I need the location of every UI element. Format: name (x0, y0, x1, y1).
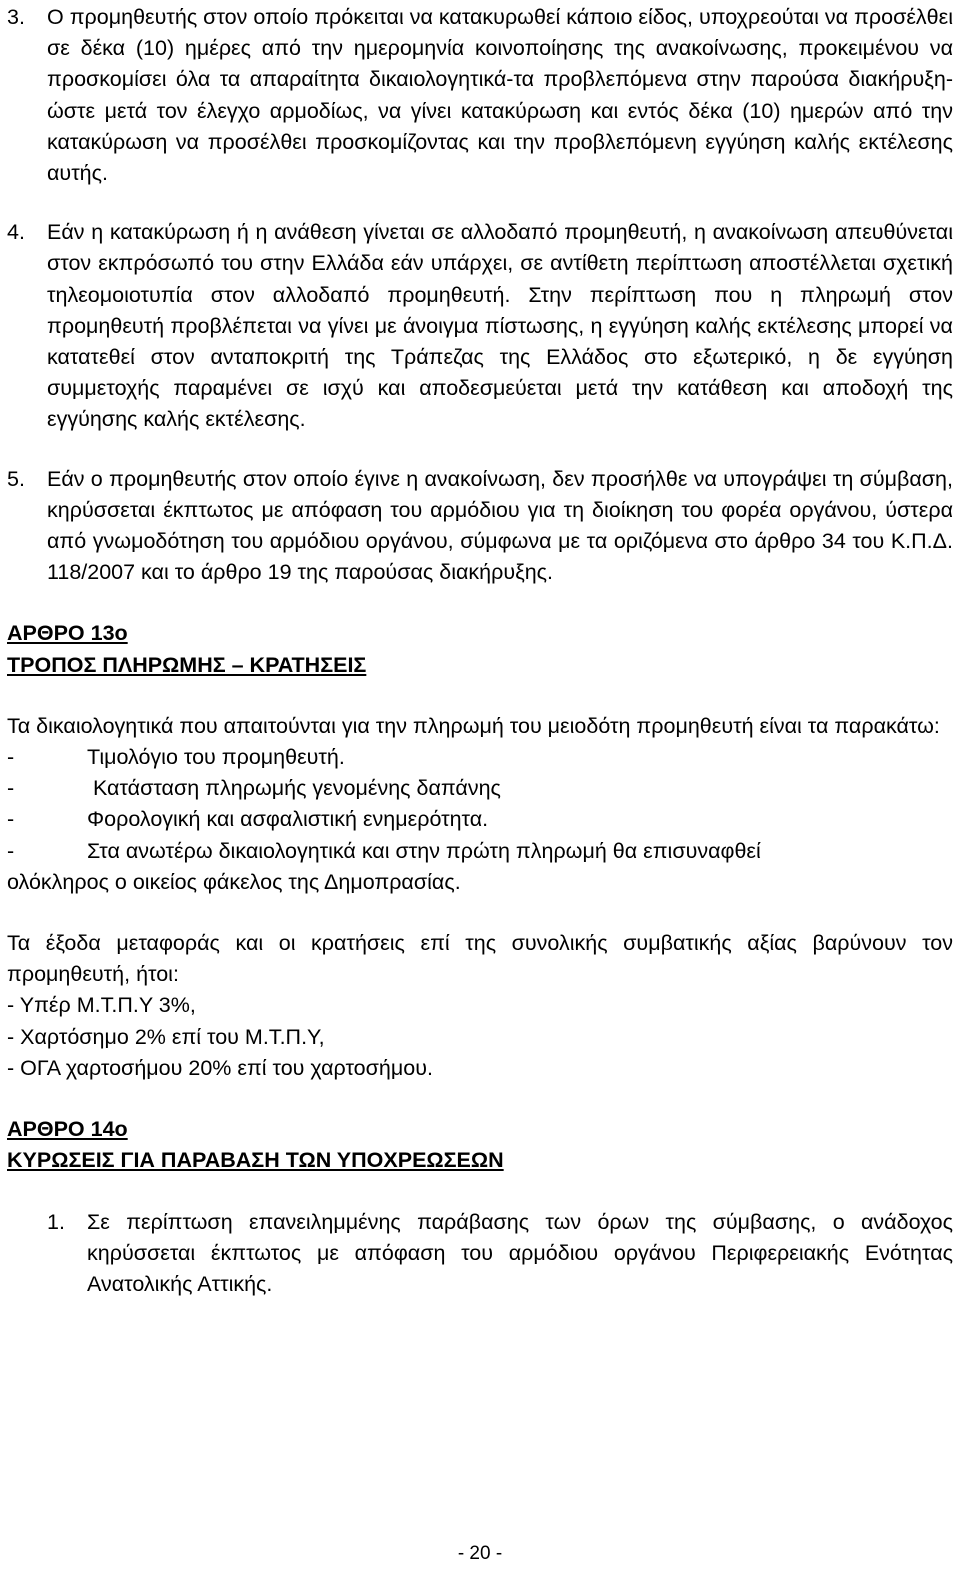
paragraph-4 (7, 217, 953, 435)
list-item-text: Στα ανωτέρω δικαιολογητικά και στην πρώτη πληρωμή θα επισυναφθεί (87, 838, 761, 863)
fee-line: - ΟΓΑ χαρτοσήμου 20% επί του χαρτοσήμου. (7, 1055, 433, 1080)
paragraph-number: 3. (7, 5, 25, 29)
paragraph-text: Εάν ο προμηθευτής στον οποίο έγινε η ανακοίνωση, δεν προσήλθε να υπογράψει τη σύμβαση, κηρύσσεται έκπτωτος με απόφαση του αρμόδιου για τη διοίκηση του φορέα οργάνου, ύστερα από γνωμοδότηση του αρμόδιου οργάνου, σύμφωνα με τα οριζόμενα στο άρθρο 34 του Κ.Π.Δ. 118/2007 και το άρθρο 19 της παρούσας διακήρυξης. (47, 466, 953, 585)
article-13-subtitle: ΤΡΟΠΟΣ ΠΛΗΡΩΜΗΣ – ΚΡΑΤΗΣΕΙΣ (7, 652, 367, 677)
list-item-text: Τιμολόγιο του προμηθευτή. (87, 745, 345, 770)
list-item (7, 773, 953, 804)
paragraph-text: Ο προμηθευτής στον οποίο πρόκειται να κατακυρωθεί κάποιο είδος, υποχρεούται να προσέλθει σε δέκα (10) ημέρες από την ημερομηνία κοινοποίησης της ανακοίνωσης, προκειμένου να προσκομίσει όλα τα απαραίτητα δικαιολογητικά-τα προβλεπόμενα στην παρούσα διακήρυξη-ώστε μετά τον έλεγχο αρμοδίως, να γίνει κατακύρωση και εντός δέκα (10) ημερών από την κατακύρωση να προσέλθει προσκομίζοντας και την προβλεπόμενη εγγύηση καλής εκτέλεσης αυτής. (47, 5, 953, 186)
list-dash: - (7, 838, 15, 863)
article-14-title: ΑΡΘΡΟ 14ο (7, 1117, 128, 1142)
list-item-continuation: ολόκληρος ο οικείος φάκελος της Δημοπρασίας. (7, 869, 461, 894)
paragraph-text: Εάν η κατακύρωση ή η ανάθεση γίνεται σε αλλοδαπό προμηθευτή, η ανακοίνωση απευθύνεται στον εκπρόσωπό του στην Ελλάδα εάν υπάρχει, σε αντίθετη περίπτωση αποστέλλεται σχετική τηλεομοιοτυπία στον αλλοδαπό προμηθευτή. Στην περίπτωση που η πληρωμή στον προμηθευτή προβλέπεται να γίνει με άνοιγμα πίστωσης, η εγγύηση καλής εκτέλεσης μπορεί να κατατεθεί στον ανταποκριτή της Τράπεζας της Ελλάδος στο εξωτερικό, η δε εγγύηση συμμετοχής παραμένει σε ισχύ και αποδεσμεύεται μετά την κατάθεση και αποδοχή της εγγύησης καλής εκτέλεσης. (47, 220, 953, 432)
paragraph-number: 5. (7, 466, 25, 491)
list-dash: - (7, 807, 15, 832)
list-number: 1. (47, 1209, 65, 1234)
page-number: - 20 - (457, 1543, 503, 1564)
fee-line: - Υπέρ Μ.Τ.Π.Υ 3%, (7, 993, 196, 1018)
list-dash: - (7, 745, 15, 770)
article-13-title: ΑΡΘΡΟ 13ο (7, 621, 128, 646)
list-item (7, 804, 953, 835)
article-13-intro: Τα δικαιολογητικά που απαιτούνται για την πληρωμή του μειοδότη προμηθευτή είναι τα παρακάτω: (7, 713, 940, 738)
list-item-text: Σε περίπτωση επανειλημμένης παράβασης των όρων της σύμβασης, ο ανάδοχος κηρύσσεται έκπτωτος με απόφαση του αρμόδιου οργάνου Περιφερειακής Ενότητας Ανατολικής Αττικής. (87, 1209, 953, 1296)
list-item-text: Φορολογική και ασφαλιστική ενημερότητα. (87, 807, 489, 832)
list-dash: - (7, 776, 15, 801)
list-item (7, 742, 953, 773)
paragraph-number: 4. (7, 220, 25, 245)
paragraph-5 (7, 464, 953, 589)
paragraph-3 (7, 2, 953, 189)
list-item (7, 836, 953, 867)
numbered-list-item (7, 1207, 953, 1301)
list-item-text: Κατάσταση πληρωμής γενομένης δαπάνης (87, 776, 501, 801)
fees-intro: Τα έξοδα μεταφοράς και οι κρατήσεις επί της συνολικής συμβατικής αξίας βαρύνουν τον προμηθευτή, ήτοι: (7, 931, 953, 987)
document-page (7, 2, 953, 1300)
fee-line: - Χαρτόσημο 2% επί του Μ.Τ.Π.Υ, (7, 1024, 325, 1049)
article-14-subtitle: ΚΥΡΩΣΕΙΣ ΓΙΑ ΠΑΡΑΒΑΣΗ ΤΩΝ ΥΠΟΧΡΕΩΣΕΩΝ (7, 1148, 504, 1173)
